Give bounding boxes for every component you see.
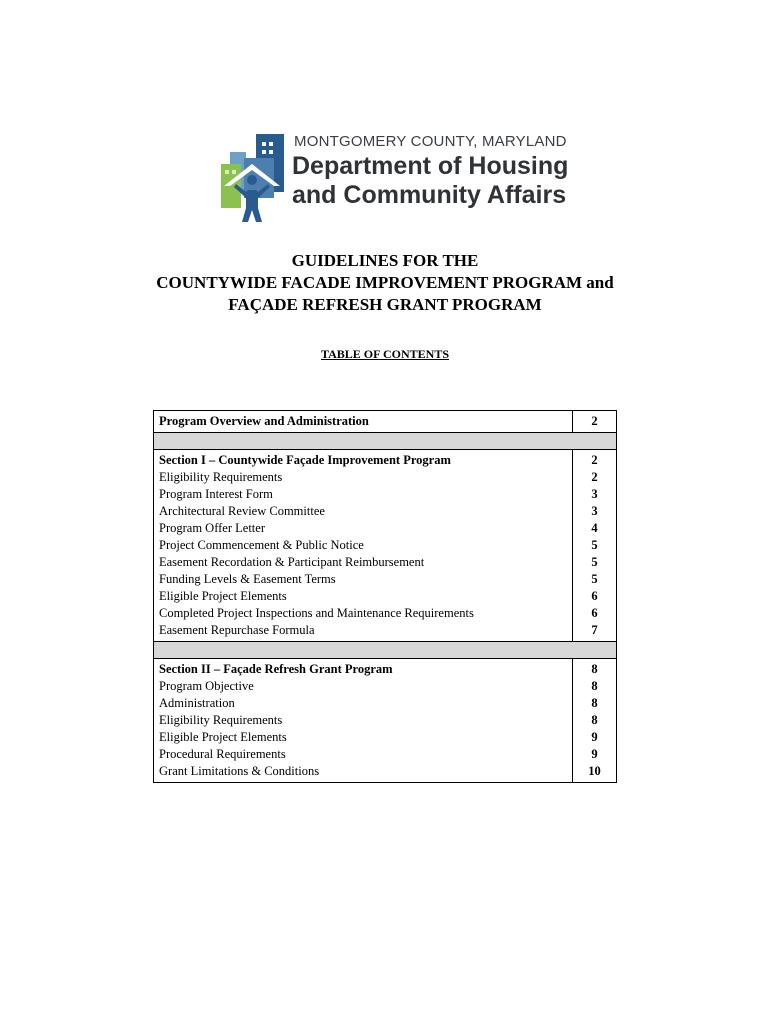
toc-entry-page: 4 bbox=[591, 521, 598, 535]
toc-entry-title: Project Commencement & Public Notice bbox=[159, 538, 364, 552]
toc-entry-title: Easement Recordation & Participant Reimbursement bbox=[159, 555, 425, 569]
toc-entry-title: Section II – Façade Refresh Grant Program bbox=[159, 662, 393, 676]
toc-entry-page: 3 bbox=[591, 487, 598, 501]
logo-department-name bbox=[292, 152, 568, 210]
toc-entry-title: Architectural Review Committee bbox=[159, 504, 325, 518]
toc-entry-title: Eligible Project Elements bbox=[159, 589, 287, 603]
toc-row-section-1 bbox=[154, 450, 617, 642]
toc-entry-page: 2 bbox=[591, 414, 598, 428]
toc-heading-text: TABLE OF CONTENTS bbox=[320, 347, 450, 361]
toc-entry-page: 8 bbox=[591, 696, 598, 710]
toc-entry-page: 9 bbox=[591, 730, 598, 744]
toc-entry-title: Completed Project Inspections and Maintenance Requirements bbox=[159, 606, 474, 620]
toc-entry-page: 2 bbox=[591, 453, 598, 467]
toc-entry-page: 5 bbox=[591, 555, 598, 569]
toc-spacer-row bbox=[154, 433, 617, 450]
toc-entry-page: 2 bbox=[591, 470, 598, 484]
toc-entry-page: 5 bbox=[591, 538, 598, 552]
toc-entry-title: Eligible Project Elements bbox=[159, 730, 287, 744]
toc-entry-page: 6 bbox=[591, 606, 598, 620]
toc-entry-page: 7 bbox=[591, 623, 598, 637]
toc-overview-page-cell bbox=[573, 411, 617, 433]
dhca-logo bbox=[218, 128, 569, 224]
toc-entry-title: Administration bbox=[159, 696, 235, 710]
logo-county-text: MONTGOMERY COUNTY, MARYLAND bbox=[294, 133, 567, 150]
toc-entry-title: Program Objective bbox=[159, 679, 254, 693]
toc-spacer-row bbox=[154, 642, 617, 659]
title-line-2: COUNTYWIDE FACADE IMPROVEMENT PROGRAM and bbox=[156, 273, 614, 292]
toc-entry-page: 6 bbox=[591, 589, 598, 603]
table-of-contents bbox=[153, 410, 617, 783]
toc-entry-title: Section I – Countywide Façade Improvement Program bbox=[159, 453, 451, 467]
toc-spacer-cell bbox=[154, 642, 617, 659]
toc-section1-pages bbox=[573, 450, 617, 642]
toc-entry-title: Eligibility Requirements bbox=[159, 470, 283, 484]
document-title bbox=[0, 250, 770, 316]
title-line-3: FAÇADE REFRESH GRANT PROGRAM bbox=[228, 295, 542, 314]
building-family-logo-icon bbox=[218, 128, 290, 224]
toc-entry-title: Grant Limitations & Conditions bbox=[159, 764, 320, 778]
toc-section1-titles bbox=[154, 450, 573, 642]
toc-entry-title: Procedural Requirements bbox=[159, 747, 286, 761]
toc-entry-page: 10 bbox=[588, 764, 601, 778]
toc-entry-title: Eligibility Requirements bbox=[159, 713, 283, 727]
toc-heading bbox=[0, 345, 770, 363]
logo-dept-line1: Department of Housing bbox=[292, 152, 569, 180]
toc-row-overview bbox=[154, 411, 617, 433]
title-line-1: GUIDELINES FOR THE bbox=[291, 251, 479, 270]
toc-entry-title: Funding Levels & Easement Terms bbox=[159, 572, 336, 586]
toc-entry-title: Program Overview and Administration bbox=[159, 414, 369, 428]
toc-entry-page: 8 bbox=[591, 662, 598, 676]
toc-section2-titles bbox=[154, 659, 573, 783]
toc-entry-page: 3 bbox=[591, 504, 598, 518]
toc-entry-title: Program Interest Form bbox=[159, 487, 273, 501]
toc-entry-page: 9 bbox=[591, 747, 598, 761]
toc-row-section-2 bbox=[154, 659, 617, 783]
toc-entry-title: Easement Repurchase Formula bbox=[159, 623, 315, 637]
toc-entry-page: 8 bbox=[591, 679, 598, 693]
toc-overview-title-cell bbox=[154, 411, 573, 433]
toc-entry-page: 8 bbox=[591, 713, 598, 727]
logo-dept-line2: and Community Affairs bbox=[292, 181, 567, 209]
toc-entry-title: Program Offer Letter bbox=[159, 521, 265, 535]
toc-spacer-cell bbox=[154, 433, 617, 450]
toc-entry-page: 5 bbox=[591, 572, 598, 586]
toc-section2-pages bbox=[573, 659, 617, 783]
